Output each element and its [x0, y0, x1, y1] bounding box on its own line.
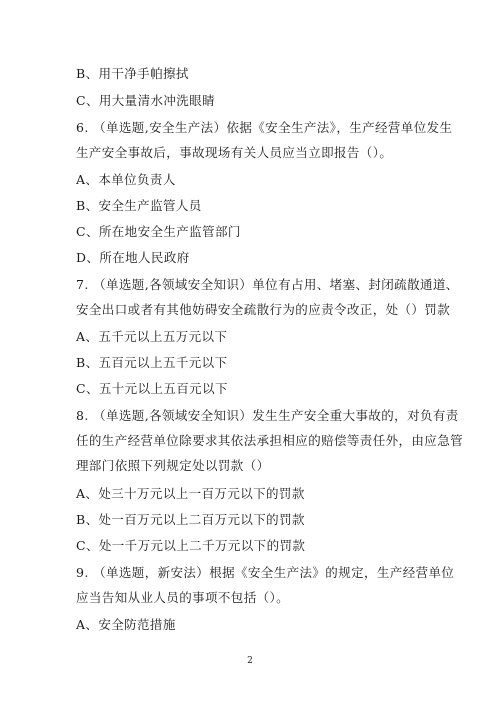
question-7-line-2: 安全出口或者有其他妨碍安全疏散行为的应责令改正，处（）罚款	[76, 302, 451, 317]
question-9-line-2: 应当告知从业人员的事项不包括（）。	[76, 590, 290, 605]
option-5b: B、用干净手帕擦拭	[76, 66, 189, 81]
question-9-line-1: 9. （单选题，新安法）根据《安全生产法》的规定，生产经营单位	[76, 565, 455, 580]
option-6d: D、所在地人民政府	[76, 250, 190, 265]
option-6b: B、安全生产监管人员	[76, 198, 202, 213]
option-8b: B、处一百万元以上二百万元以下的罚款	[76, 512, 305, 527]
option-7b: B、五百元以上五千元以下	[76, 355, 228, 370]
question-8-line-1: 8. （单选题,各领域安全知识）发生生产安全重大事故的，对负有责	[76, 408, 459, 423]
option-7c: C、五十元以上五百元以下	[76, 381, 228, 396]
option-7a: A、五千元以上五万元以下	[76, 329, 228, 344]
page-number: 2	[247, 656, 253, 666]
option-9a: A、安全防范措施	[76, 617, 176, 632]
question-6-line-2: 生产安全事故后，事故现场有关人员应当立即报告（）。	[76, 145, 393, 160]
option-6a: A、本单位负责人	[76, 172, 176, 187]
option-8a: A、处三十万元以上一百万元以下的罚款	[76, 486, 305, 501]
option-8c: C、处一千万元以上二千万元以下的罚款	[76, 538, 306, 553]
question-8-line-2: 任的生产经营单位除要求其依法承担相应的赔偿等责任外，由应急管	[76, 433, 464, 448]
option-5c: C、用大量清水冲洗眼睛	[76, 93, 215, 108]
option-6c: C、所在地安全生产监管部门	[76, 224, 241, 239]
question-6-line-1: 6. （单选题,安全生产法）依据《安全生产法》，生产经营单位发生	[76, 120, 453, 135]
question-8-line-3: 理部门依照下列规定处以罚款（）	[76, 458, 270, 473]
question-7-line-1: 7. （单选题,各领域安全知识）单位有占用、堵塞、封闭疏散通道、	[76, 277, 459, 292]
